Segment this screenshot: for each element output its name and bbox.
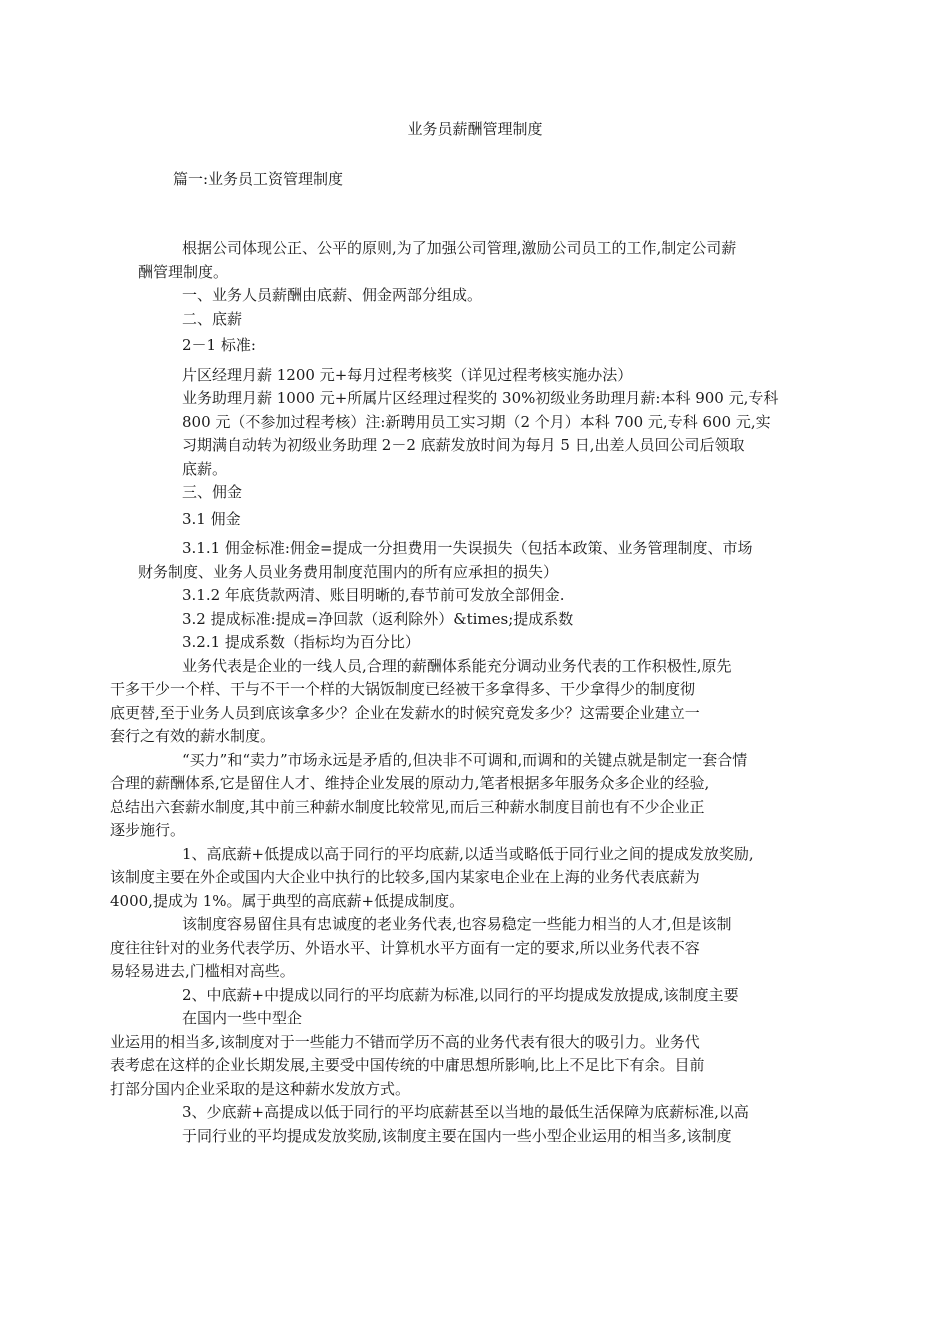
body-line: 2、中底薪+中提成以同行的平均底薪为标准,以同行的平均提成发放提成,该制度主要	[182, 985, 739, 1004]
body-line: 套行之有效的薪水制度。	[110, 727, 276, 745]
document-subtitle: 篇一:业务员工资管理制度	[173, 170, 344, 188]
body-line: 一、业务人员薪酬由底薪、佣金两部分组成。	[182, 286, 483, 304]
body-line: 干多干少一个样、干与不干一个样的大锅饭制度已经被干多拿得多、干少拿得少的制度彻	[110, 680, 696, 698]
body-line: 1、高底薪+低提成以高于同行的平均底薪,以适当或略低于同行业之间的提成发放奖励,	[182, 844, 754, 863]
body-line: 总结出六套薪水制度,其中前三种薪水制度比较常见,而后三种薪水制度目前也有不少企业正	[110, 797, 705, 816]
body-line: 财务制度、业务人员业务费用制度范围内的所有应承担的损失）	[138, 562, 559, 581]
body-line: 易轻易进去,门槛相对高些。	[110, 962, 295, 980]
body-line: 业务助理月薪 1000 元+所属片区经理过程奖的 30%初级业务助理月薪:本科 900 元,专科	[182, 389, 779, 407]
body-line: 该制度主要在外企或国内大企业中执行的比较多,国内某家电企业在上海的业务代表底薪为	[110, 868, 700, 886]
body-line: 该制度容易留住具有忠诚度的老业务代表,也容易稳定一些能力相当的人才,但是该制	[182, 915, 732, 933]
body-line: 3.1 佣金	[182, 509, 241, 528]
body-line: 3.2.1 提成系数（指标均为百分比）	[182, 633, 420, 651]
body-line: 打部分国内企业采取的是这种薪水发放方式。	[110, 1079, 411, 1098]
document-body	[110, 237, 818, 1148]
body-line: 于同行业的平均提成发放奖励,该制度主要在国内一些小型企业运用的相当多,该制度	[182, 1126, 732, 1145]
body-line: 酬管理制度。	[138, 262, 229, 281]
body-line: 底更替,至于业务人员到底该拿多少？企业在发薪水的时候究竟发多少？这需要企业建立一	[110, 703, 700, 722]
body-line: 3、少底薪+高提成以低于同行的平均底薪甚至以当地的最低生活保障为底薪标准,以高	[182, 1103, 749, 1121]
body-line: 业务代表是企业的一线人员,合理的薪酬体系能充分调动业务代表的工作积极性,原先	[182, 656, 732, 675]
body-line: 4000,提成为 1%。属于典型的高底薪+低提成制度。	[110, 891, 465, 910]
body-line: 3.1.2 年底货款两清、账目明晰的,春节前可发放全部佣金.	[182, 586, 565, 604]
body-line: 业运用的相当多,该制度对于一些能力不错而学历不高的业务代表有很大的吸引力。业务代	[110, 1032, 700, 1051]
body-line: 度往往针对的业务代表学历、外语水平、计算机水平方面有一定的要求,所以业务代表不容	[110, 938, 700, 957]
body-line: 底薪。	[182, 459, 228, 478]
body-line: 习期满自动转为初级业务助理 2－2 底薪发放时间为每月 5 日,出差人员回公司后领取	[182, 436, 745, 454]
body-line: 3.2 提成标准:提成=净回款（返利除外）&times;提成系数	[182, 609, 574, 628]
body-line: 2－1 标准:	[182, 336, 256, 354]
body-line: 逐步施行。	[110, 821, 186, 839]
body-line: 在国内一些中型企	[182, 1009, 303, 1027]
body-line: 3.1.1 佣金标准:佣金=提成一分担费用一失误损失（包括本政策、业务管理制度、市场	[182, 539, 753, 557]
body-line: 800 元（不参加过程考核）注:新聘用员工实习期（2 个月）本科 700 元,专科 600 元,实	[182, 412, 771, 431]
body-line: 合理的薪酬体系,它是留住人才、维持企业发展的原动力,笔者根据多年服务众多企业的经验,	[110, 774, 710, 792]
document-title: 业务员薪酬管理制度	[407, 120, 543, 138]
body-line: 片区经理月薪 1200 元+每月过程考核奖（详见过程考核实施办法）	[182, 365, 633, 384]
body-line: 根据公司体现公正、公平的原则,为了加强公司管理,激励公司员工的工作,制定公司薪	[182, 239, 737, 257]
body-line: “买力”和“卖力”市场永远是矛盾的,但决非不可调和,而调和的关键点就是制定一套合情	[182, 750, 748, 769]
body-line: 三、佣金	[182, 483, 243, 501]
body-line: 表考虑在这样的企业长期发展,主要受中国传统的中庸思想所影响,比上不足比下有余。目前	[110, 1056, 705, 1074]
body-line: 二、底薪	[182, 309, 243, 328]
